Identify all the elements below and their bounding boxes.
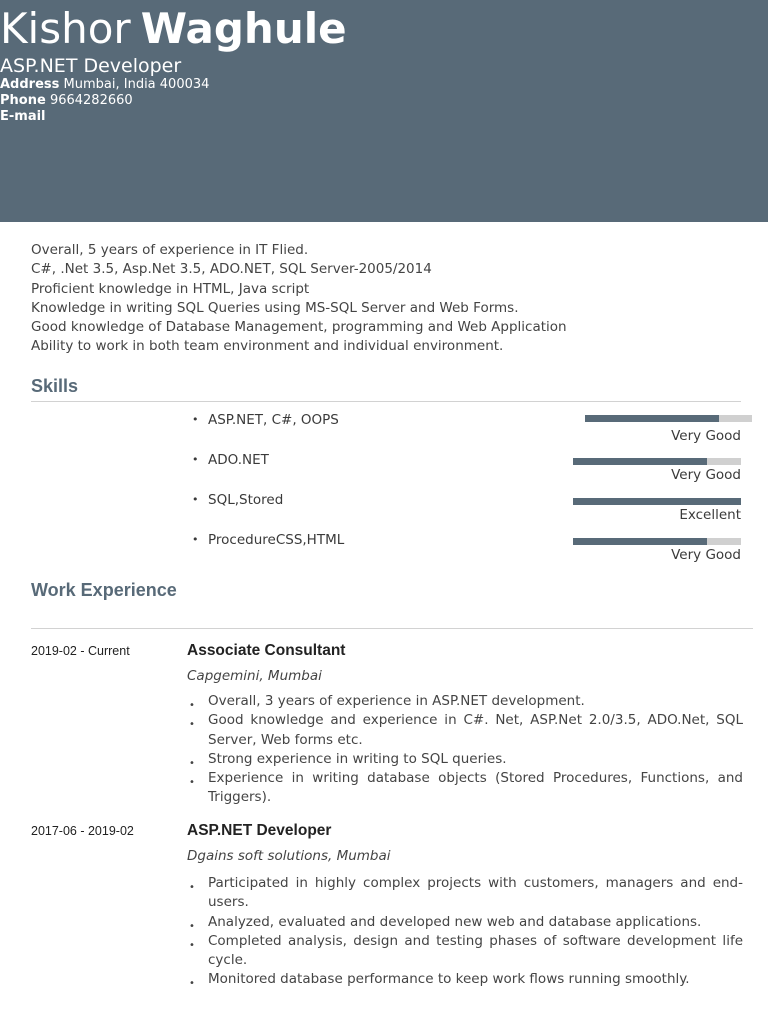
job-bullet: • Analyzed, evaluated and developed new web and database applications.	[187, 913, 743, 932]
job-bullet-list	[187, 874, 743, 990]
job-dates: 2019-02 - Current	[31, 644, 130, 658]
job-bullet: • Good knowledge and experience in C#. Net, ASP.Net 2.0/3.5, ADO.Net, SQL Server, Web forms etc.	[187, 711, 743, 750]
skill-rating-bar	[585, 415, 752, 422]
skill-rating-fill	[585, 415, 719, 422]
job-role: ASP.NET Developer	[187, 822, 332, 839]
bullet-icon: •	[192, 493, 199, 506]
skill-level: Very Good	[671, 467, 741, 483]
address-label: Address	[0, 77, 60, 92]
skill-name: SQL,Stored	[208, 492, 284, 508]
job-company: Capgemini, Mumbai	[187, 668, 322, 684]
job-bullet: • Overall, 3 years of experience in ASP.NET development.	[187, 692, 743, 711]
resume-header	[0, 0, 768, 222]
job-bullet: • Monitored database performance to keep work flows running smoothly.	[187, 970, 743, 989]
summary-line: Ability to work in both team environment and individual environment.	[31, 338, 504, 355]
skills-heading: Skills	[31, 376, 79, 396]
job-bullet: • Completed analysis, design and testing phases of software development life cycle.	[187, 932, 743, 971]
address-line	[0, 77, 209, 93]
summary-line: C#, .Net 3.5, Asp.Net 3.5, ADO.NET, SQL Server-2005/2014	[31, 261, 432, 278]
skill-name: ASP.NET, C#, OOPS	[208, 412, 339, 428]
phone-label: Phone	[0, 93, 46, 108]
skill-rating-bar	[573, 458, 741, 465]
job-dates: 2017-06 - 2019-02	[31, 824, 134, 838]
skill-level: Very Good	[671, 428, 741, 444]
skill-name: ProcedureCSS,HTML	[208, 532, 345, 548]
last-name: Waghule	[140, 4, 347, 53]
skill-name: ADO.NET	[208, 452, 269, 468]
skill-level: Excellent	[679, 507, 741, 523]
job-bullet: • Participated in highly complex projects with customers, managers and end- users.	[187, 874, 743, 913]
experience-heading: Work Experience	[31, 580, 177, 600]
job-bullet: • Strong experience in writing to SQL queries.	[187, 750, 743, 769]
first-name: Kishor	[0, 4, 131, 53]
bullet-icon: •	[192, 413, 199, 426]
phone-line	[0, 93, 133, 109]
job-bullet: • Experience in writing database objects (Stored Procedures, Functions, and Triggers).	[187, 769, 743, 808]
email-line	[0, 109, 46, 125]
summary-line: Knowledge in writing SQL Queries using MS-SQL Server and Web Forms.	[31, 299, 519, 316]
summary-line: Proficient knowledge in HTML, Java script	[31, 280, 310, 297]
bullet-icon: •	[192, 533, 199, 546]
summary	[31, 241, 567, 357]
job-role: Associate Consultant	[187, 642, 346, 659]
address-value: Mumbai, India 400034	[63, 77, 210, 92]
skill-rating-bar	[573, 498, 741, 505]
skill-rating-fill	[573, 498, 741, 505]
job-bullet-list	[187, 692, 743, 808]
email-label: E-mail	[0, 109, 46, 124]
job-company: Dgains soft solutions, Mumbai	[187, 848, 391, 864]
job-title: ASP.NET Developer	[0, 55, 182, 77]
bullet-icon: •	[192, 453, 199, 466]
skills-divider	[31, 401, 741, 402]
candidate-name	[0, 2, 347, 56]
experience-divider	[31, 628, 753, 629]
skill-level: Very Good	[671, 547, 741, 563]
summary-line: Good knowledge of Database Management, programming and Web Application	[31, 319, 567, 336]
skill-rating-fill	[573, 458, 707, 465]
summary-line: Overall, 5 years of experience in IT Flied.	[31, 242, 309, 258]
skill-rating-bar	[573, 538, 741, 545]
skill-rating-fill	[573, 538, 707, 545]
phone-value: 9664282660	[49, 93, 133, 108]
